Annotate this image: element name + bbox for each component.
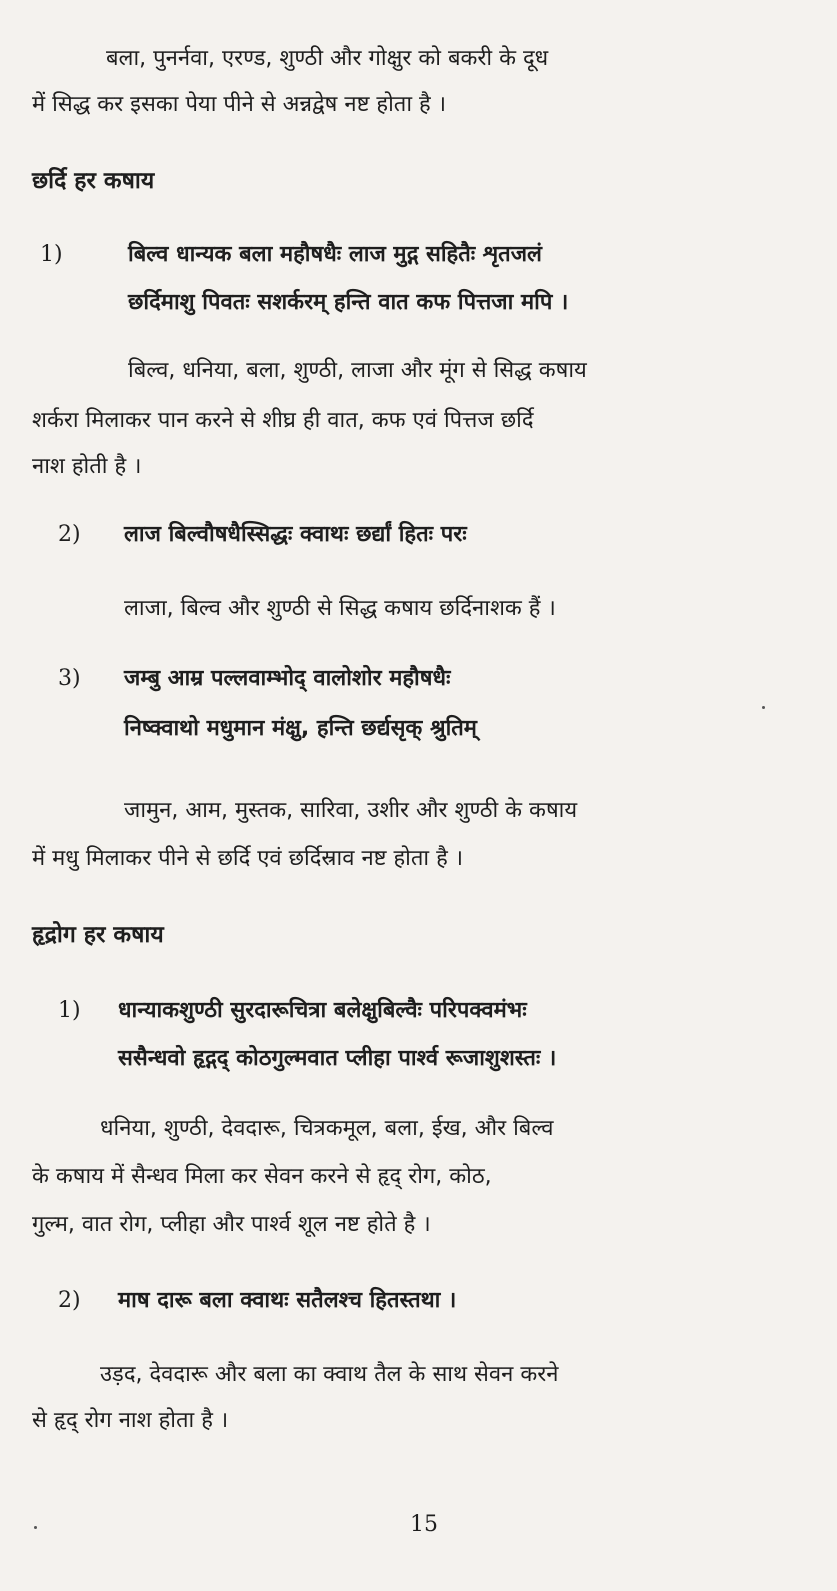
page-number: 15 bbox=[410, 1512, 438, 1537]
verse-line: छर्दिमाशु पिवतः सशर्करम् हन्ति वात कफ पित्तजा मपि । bbox=[128, 290, 569, 315]
intro-line-1: बला, पुनर्नवा, एरण्ड, शुण्ठी और गोक्षुर को बकरी के दूध bbox=[106, 46, 549, 71]
explanation-line: धनिया, शुण्ठी, देवदारू, चित्रकमूल, बला, ईख, और बिल्व bbox=[100, 1116, 554, 1141]
item-number: 2) bbox=[58, 1288, 81, 1313]
verse-line: ससैन्धवो हृद्गद् कोठगुल्मवात प्लीहा पार्श्व रूजाशुशस्तः । bbox=[118, 1046, 557, 1071]
explanation-line: नाश होती है । bbox=[32, 454, 142, 479]
verse-line: निष्क्वाथो मधुमान मंक्षु, हन्ति छर्द्यसृक् श्रुतिम् bbox=[124, 716, 477, 741]
section-heading-hridroga: हृद्रोग हर कषाय bbox=[32, 922, 164, 948]
intro-line-2: में सिद्ध कर इसका पेया पीने से अन्नद्वेष नष्ट होता है । bbox=[32, 92, 447, 117]
explanation-line: लाजा, बिल्व और शुण्ठी से सिद्ध कषाय छर्दिनाशक हैं । bbox=[124, 596, 556, 621]
explanation-line: शर्करा मिलाकर पान करने से शीघ्र ही वात, कफ एवं पित्तज छर्दि bbox=[32, 408, 534, 433]
verse-line: जम्बु आम्र पल्लवाम्भोद् वालोशोर महौषधैः bbox=[124, 666, 451, 691]
item-number: 1) bbox=[58, 998, 81, 1023]
section-heading-chhardi: छर्दि हर कषाय bbox=[32, 168, 155, 194]
scan-speck bbox=[762, 706, 765, 709]
explanation-line: गुल्म, वात रोग, प्लीहा और पार्श्व शूल नष्ट होते है । bbox=[32, 1212, 431, 1237]
explanation-line: के कषाय में सैन्धव मिला कर सेवन करने से हृद् रोग, कोठ, bbox=[32, 1164, 492, 1189]
verse-line: लाज बिल्वौषधैस्सिद्धः क्वाथः छर्द्यां हितः परः bbox=[124, 522, 467, 547]
verse-line: माष दारू बला क्वाथः सतैलश्च हितस्तथा । bbox=[118, 1288, 457, 1313]
explanation-line: जामुन, आम, मुस्तक, सारिवा, उशीर और शुण्ठी के कषाय bbox=[124, 798, 578, 823]
explanation-line: बिल्व, धनिया, बला, शुण्ठी, लाजा और मूंग से सिद्ध कषाय bbox=[128, 358, 587, 383]
item-number: 1) bbox=[40, 242, 63, 267]
verse-line: बिल्व धान्यक बला महौषधैः लाज मुद्ग सहितैः शृतजलं bbox=[128, 242, 542, 267]
explanation-line: में मधु मिलाकर पीने से छर्दि एवं छर्दिस्राव नष्ट होता है । bbox=[32, 846, 464, 871]
item-number: 2) bbox=[58, 522, 81, 547]
scan-speck bbox=[34, 1526, 37, 1529]
verse-line: धान्याकशुण्ठी सुरदारूचित्रा बलेक्षुबिल्वैः परिपक्वमंभः bbox=[118, 998, 527, 1023]
explanation-line: उड़द, देवदारू और बला का क्वाथ तैल के साथ सेवन करने bbox=[100, 1362, 559, 1387]
item-number: 3) bbox=[58, 666, 81, 691]
explanation-line: से हृद् रोग नाश होता है । bbox=[32, 1408, 229, 1433]
